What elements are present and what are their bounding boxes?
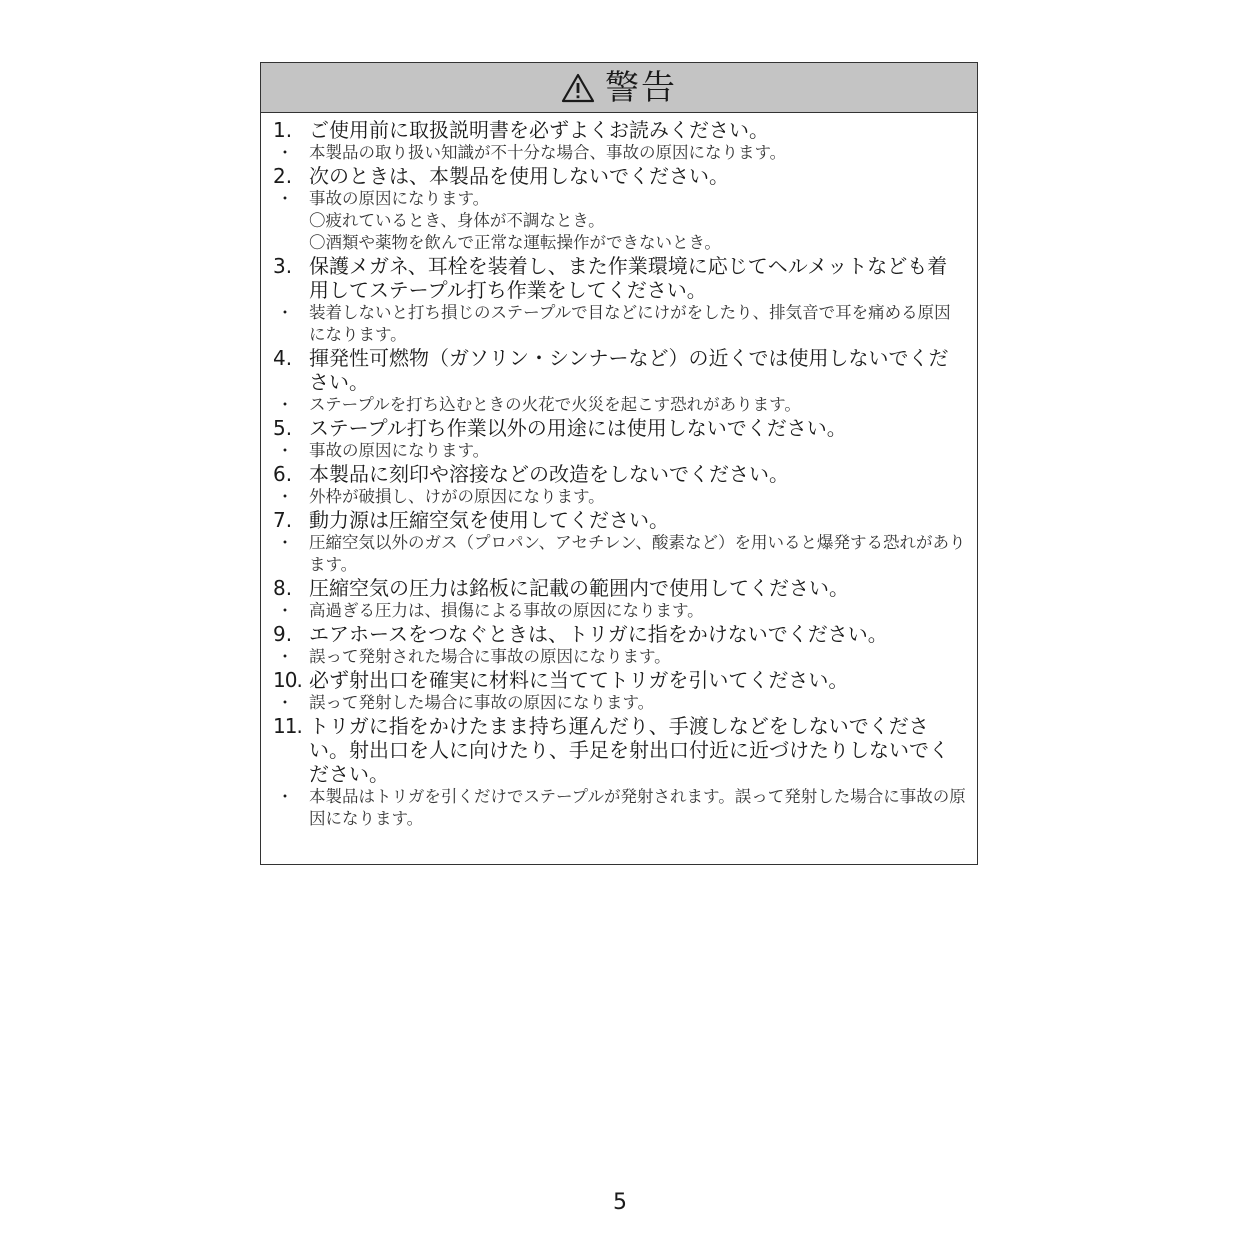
bullet-icon: ・ xyxy=(277,787,294,806)
item-text: 圧縮空気の圧力は銘板に記載の範囲内で使用してください。 xyxy=(309,576,849,600)
warning-item-3 xyxy=(273,254,967,302)
item-number: 1. xyxy=(273,118,293,142)
item-text: ご使用前に取扱説明書を必ずよくお読みください。 xyxy=(309,118,769,142)
warning-item-9 xyxy=(273,622,967,646)
item-text: エアホースをつなぐときは、トリガに指をかけないでください。 xyxy=(309,622,888,646)
note-condition: 〇疲れているとき、身体が不調なとき。 xyxy=(309,211,605,230)
note-text: 事故の原因になります。 xyxy=(309,441,490,460)
item-text: 本製品に刻印や溶接などの改造をしないでください。 xyxy=(309,462,789,486)
item-number: 11. xyxy=(273,714,302,738)
item-number: 8. xyxy=(273,576,293,600)
bullet-icon: ・ xyxy=(277,647,294,666)
item-note xyxy=(273,302,967,346)
item-number: 6. xyxy=(273,462,293,486)
item-note xyxy=(273,646,967,668)
note-text: 本製品の取り扱い知識が不十分な場合、事故の原因になります。 xyxy=(309,143,787,162)
item-note xyxy=(273,786,967,830)
item-text: 必ず射出口を確実に材料に当ててトリガを引いてください。 xyxy=(309,668,849,692)
item-number: 7. xyxy=(273,508,293,532)
item-number: 2. xyxy=(273,164,293,188)
note-text: ステープルを打ち込むときの火花で火災を起こす恐れがあります。 xyxy=(309,395,801,414)
bullet-icon: ・ xyxy=(277,143,294,162)
bullet-icon: ・ xyxy=(277,601,294,620)
warning-triangle-icon xyxy=(561,73,595,103)
item-note xyxy=(273,142,967,164)
warning-title: 警告 xyxy=(605,67,677,108)
item-note xyxy=(273,486,967,508)
item-note xyxy=(273,394,967,416)
item-note xyxy=(273,532,967,576)
warning-item-2 xyxy=(273,164,967,188)
warning-item-8 xyxy=(273,576,967,600)
note-text: 誤って発射した場合に事故の原因になります。 xyxy=(309,693,655,712)
warning-item-7 xyxy=(273,508,967,532)
note-text: 装着しないと打ち損じのステープルで目などにけがをしたり、排気音で耳を痛める原因になります。 xyxy=(309,303,951,344)
note-text: 本製品はトリガを引くだけでステープルが発射されます。誤って発射した場合に事故の原因になります。 xyxy=(309,787,966,828)
item-note xyxy=(273,440,967,462)
warning-item-11 xyxy=(273,714,967,786)
item-number: 9. xyxy=(273,622,293,646)
warning-item-4 xyxy=(273,346,967,394)
note-text: 高過ぎる圧力は、損傷による事故の原因になります。 xyxy=(309,601,704,620)
note-condition: 〇酒類や薬物を飲んで正常な運転操作ができないとき。 xyxy=(309,233,721,252)
item-number: 3. xyxy=(273,254,293,278)
item-text: 保護メガネ、耳栓を装着し、また作業環境に応じてヘルメットなども着用してステープル打ち作業をしてください。 xyxy=(309,254,948,302)
warning-item-1 xyxy=(273,118,967,142)
item-text: トリガに指をかけたまま持ち運んだり、手渡しなどをしないでください。射出口を人に向けたり、手足を射出口付近に近づけたりしないでください。 xyxy=(309,714,949,786)
bullet-icon: ・ xyxy=(277,441,294,460)
bullet-icon: ・ xyxy=(277,487,294,506)
bullet-icon: ・ xyxy=(277,303,294,322)
warning-list xyxy=(261,113,977,830)
item-note xyxy=(273,188,967,254)
note-lines xyxy=(309,188,967,254)
warning-item-5 xyxy=(273,416,967,440)
note-text: 圧縮空気以外のガス（プロパン、アセチレン、酸素など）を用いると爆発する恐れがあります。 xyxy=(309,533,966,574)
warning-item-10 xyxy=(273,668,967,692)
warning-item-6 xyxy=(273,462,967,486)
item-note xyxy=(273,692,967,714)
warning-box xyxy=(260,62,978,865)
note-text: 事故の原因になります。 xyxy=(309,189,490,208)
bullet-icon: ・ xyxy=(277,693,294,712)
warning-header xyxy=(261,63,977,113)
bullet-icon: ・ xyxy=(277,189,294,208)
note-text: 誤って発射された場合に事故の原因になります。 xyxy=(309,647,671,666)
item-note xyxy=(273,600,967,622)
note-text: 外枠が破損し、けがの原因になります。 xyxy=(309,487,605,506)
bullet-icon: ・ xyxy=(277,395,294,414)
item-text: 次のときは、本製品を使用しないでください。 xyxy=(309,164,729,188)
item-number: 5. xyxy=(273,416,293,440)
bullet-icon: ・ xyxy=(277,533,294,552)
item-text: 揮発性可燃物（ガソリン・シンナーなど）の近くでは使用しないでください。 xyxy=(309,346,949,394)
item-number: 4. xyxy=(273,346,293,370)
item-text: 動力源は圧縮空気を使用してください。 xyxy=(309,508,669,532)
item-number: 10. xyxy=(273,668,302,692)
item-text: ステープル打ち作業以外の用途には使用しないでください。 xyxy=(309,416,847,440)
page-number: 5 xyxy=(613,1190,627,1215)
